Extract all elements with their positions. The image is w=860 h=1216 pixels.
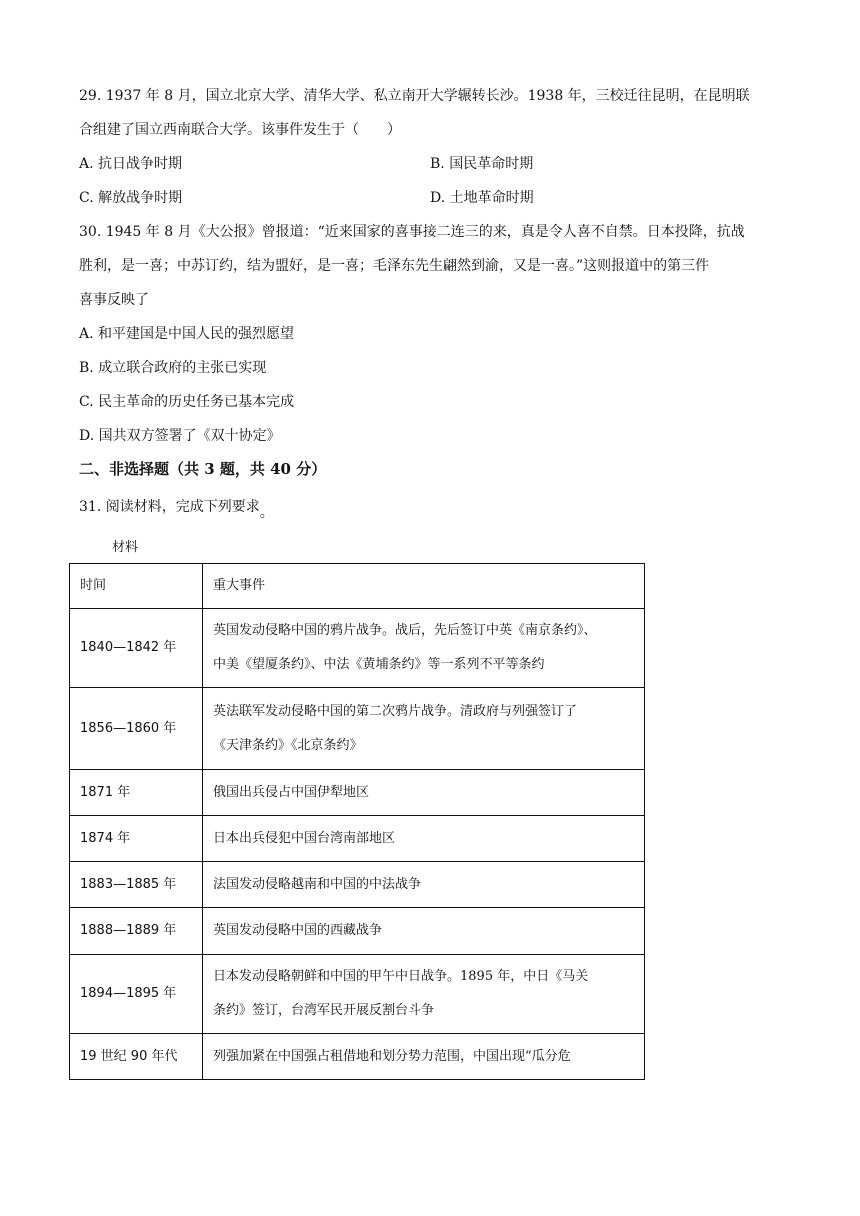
table-header-row (70, 564, 645, 609)
q31-prompt (79, 497, 274, 521)
table-row (70, 816, 645, 862)
q29-option-d: D. 土地革命时期 (430, 190, 534, 206)
header-time: 时间 (70, 564, 203, 609)
row-event-line: 日本发动侵略朝鲜和中国的甲午中日战争。1895 年，中日《马关 (213, 969, 589, 984)
row-event-line: 英法联军发动侵略中国的第二次鸦片战争。清政府与列强签订了 (213, 703, 578, 719)
row-time: 1888—1889 年 (70, 908, 203, 955)
table-row (70, 770, 645, 816)
q29-stem-line1: 29. 1937 年 8 月，国立北京大学、清华大学、私立南开大学辗转长沙。1938 年，三校迁往昆明，在昆明联 (79, 88, 750, 104)
row-time: 19 世纪 90 年代 (70, 1034, 203, 1080)
header-event: 重大事件 (203, 564, 645, 609)
table-row (70, 862, 645, 908)
row-time: 1894—1895 年 (70, 955, 203, 1034)
q30-stem-line2: 胜利，是一喜；中苏订约，结为盟好，是一喜；毛泽东先生翩然到渝，又是一喜。”这则报道中的第三件 (79, 258, 710, 274)
row-event-line: 英国发动侵略中国的鸦片战争。战后，先后签订中英《南京条约》、 (213, 623, 597, 638)
q30-stem-line1: 30. 1945 年 8 月《大公报》曾报道：“近来国家的喜事接二连三的来，真是令人喜不自禁。日本投降，抗战 (79, 224, 745, 240)
q30-stem-line3: 喜事反映了 (79, 292, 149, 308)
row-time: 1883—1885 年 (70, 862, 203, 908)
table-row (70, 609, 645, 688)
table-row (70, 955, 645, 1034)
q29-option-c: C. 解放战争时期 (79, 190, 183, 206)
row-event-line: 中美《望厦条约》、中法《黄埔条约》等一系列不平等条约 (213, 657, 545, 672)
material-caption: 材料 (112, 540, 139, 555)
row-event: 法国发动侵略越南和中国的中法战争 (203, 862, 645, 908)
row-event: 日本出兵侵犯中国台湾南部地区 (203, 816, 645, 862)
q29-option-b: B. 国民革命时期 (430, 156, 534, 172)
q30-option-b: B. 成立联合政府的主张已实现 (79, 360, 267, 376)
row-event (203, 955, 645, 1034)
row-event: 英国发动侵略中国的西藏战争 (203, 908, 645, 955)
section-title: 二、非选择题（共 3 题，共 40 分） (79, 460, 327, 478)
row-time: 1856—1860 年 (70, 688, 203, 770)
table-row (70, 688, 645, 770)
row-time: 1874 年 (70, 816, 203, 862)
row-event-line: 《天津条约》《北京条约》 (213, 737, 363, 753)
row-event-line: 条约》签订，台湾军民开展反割台斗争 (213, 1003, 435, 1018)
row-event: 列强加紧在中国强占租借地和划分势力范围，中国出现“瓜分危 (203, 1034, 645, 1080)
q31-prompt-end: 。 (259, 505, 274, 521)
q29-option-a: A. 抗日战争时期 (79, 156, 183, 172)
q30-option-d: D. 国共双方签署了《双十协定》 (79, 428, 281, 444)
row-event: 俄国出兵侵占中国伊犁地区 (203, 770, 645, 816)
events-table (69, 563, 645, 1080)
row-time: 1871 年 (70, 770, 203, 816)
q31-prompt-text: 31. 阅读材料，完成下列要求 (79, 499, 260, 515)
row-event (203, 688, 645, 770)
table-row (70, 1034, 645, 1080)
q30-option-a: A. 和平建国是中国人民的强烈愿望 (79, 326, 295, 342)
q30-option-c: C. 民主革命的历史任务已基本完成 (79, 394, 295, 410)
row-event (203, 609, 645, 688)
row-time: 1840—1842 年 (70, 609, 203, 688)
table-row (70, 908, 645, 955)
q29-stem-line2: 合组建了国立西南联合大学。该事件发生于（ ） (79, 122, 401, 138)
